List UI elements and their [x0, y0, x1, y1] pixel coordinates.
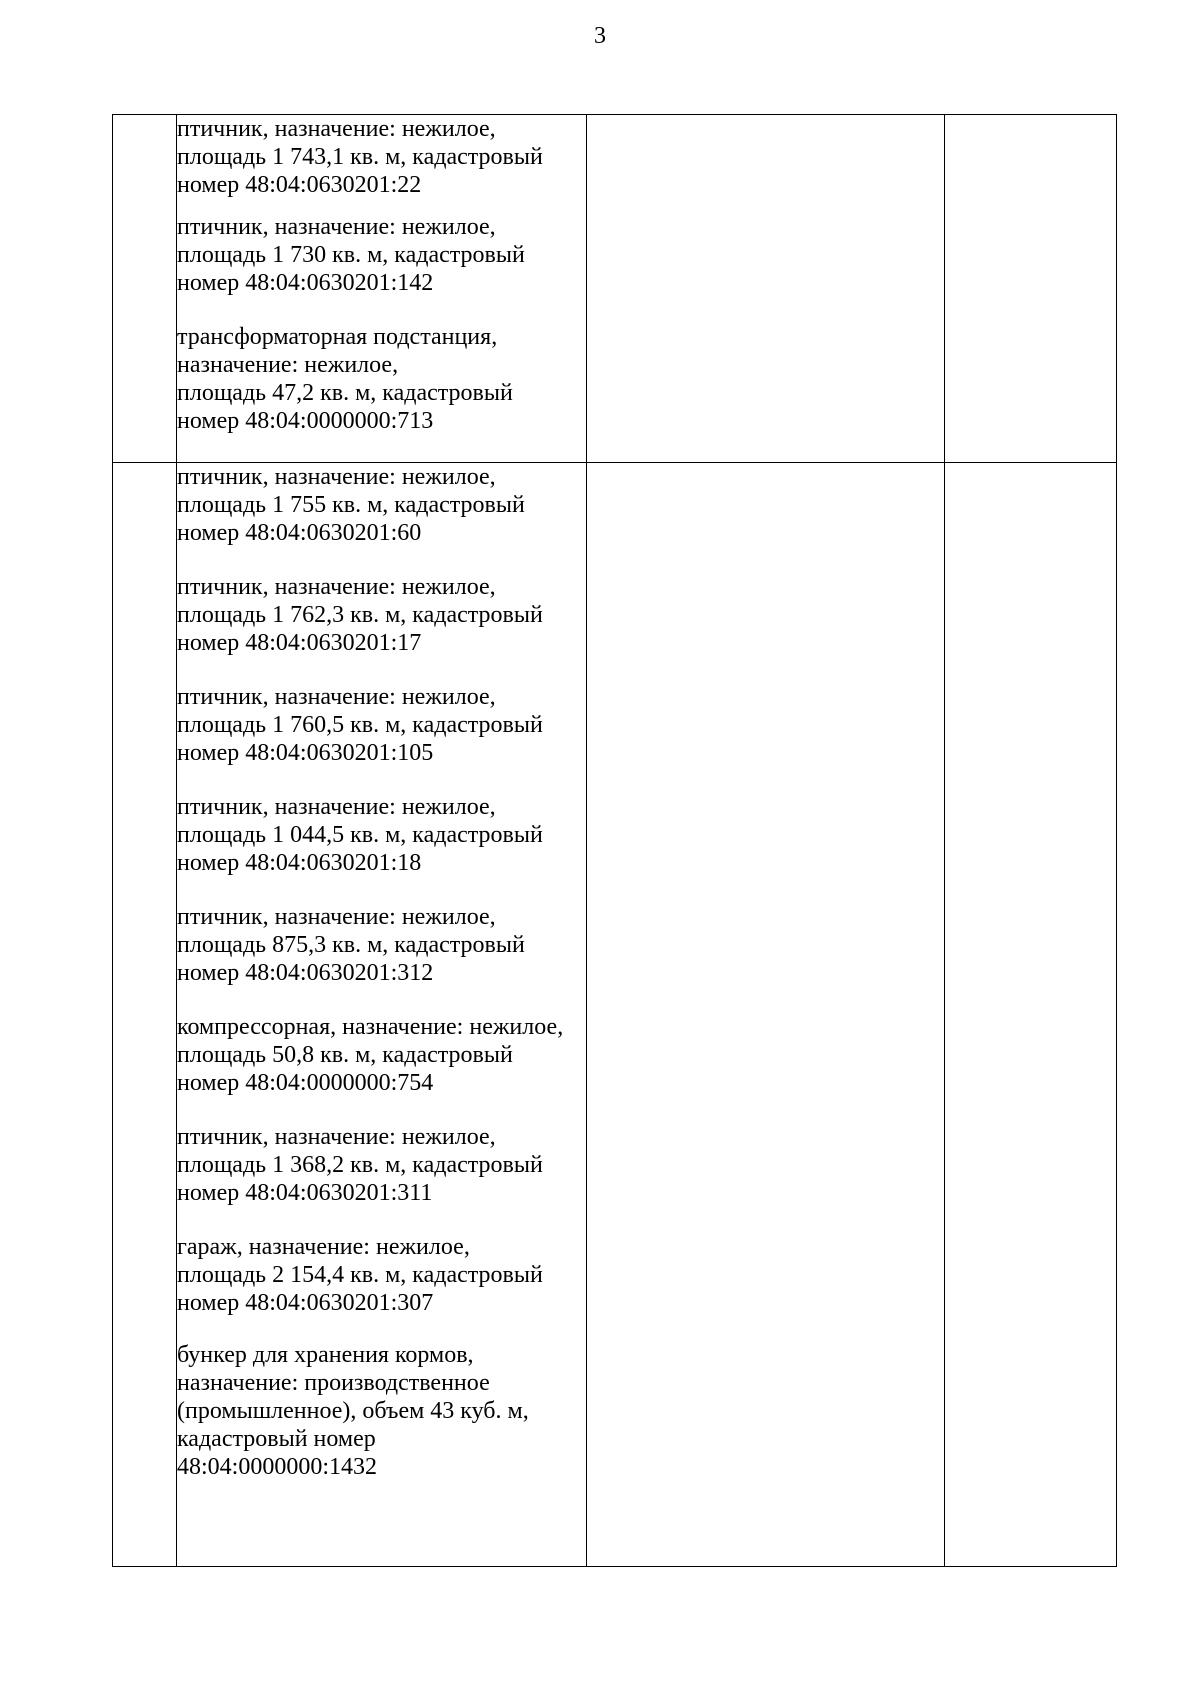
entry-line: площадь 1 755 кв. м, кадастровый	[177, 492, 525, 518]
entry-line: номер 48:04:0630201:312	[177, 960, 434, 986]
entry-line: номер 48:04:0000000:713	[177, 408, 434, 434]
objects-cell	[177, 115, 587, 463]
entry-line: трансформаторная подстанция,	[177, 324, 498, 350]
object-entry	[177, 903, 586, 987]
entry-line: птичник, назначение: нежилое,	[177, 794, 496, 820]
empty-cell	[587, 115, 945, 463]
object-entry	[177, 115, 586, 199]
entry-line: птичник, назначение: нежилое,	[177, 116, 496, 142]
entry-line: номер 48:04:0630201:311	[177, 1180, 433, 1206]
entry-line: площадь 1 368,2 кв. м, кадастровый	[177, 1152, 543, 1178]
entry-line: назначение: нежилое,	[177, 352, 399, 378]
entry-line: площадь 50,8 кв. м, кадастровый	[177, 1042, 513, 1068]
entry-line: бункер для хранения кормов,	[177, 1342, 474, 1368]
entry-line: площадь 1 743,1 кв. м, кадастровый	[177, 144, 543, 170]
object-entry	[177, 573, 586, 657]
entry-line: птичник, назначение: нежилое,	[177, 684, 496, 710]
entry-line: площадь 1 762,3 кв. м, кадастровый	[177, 602, 543, 628]
empty-cell	[945, 115, 1117, 463]
entry-line: номер 48:04:0630201:18	[177, 850, 422, 876]
object-entry	[177, 1013, 586, 1097]
empty-cell	[587, 463, 945, 1567]
object-entry	[177, 323, 586, 435]
entry-line: площадь 47,2 кв. м, кадастровый	[177, 380, 513, 406]
property-table	[112, 114, 1117, 1567]
entry-line: номер 48:04:0630201:60	[177, 520, 422, 546]
entry-line: компрессорная, назначение: нежилое,	[177, 1014, 564, 1040]
object-entry	[177, 1341, 586, 1481]
object-entry	[177, 793, 586, 877]
empty-cell	[945, 463, 1117, 1567]
object-entry	[177, 1123, 586, 1207]
objects-cell	[177, 463, 587, 1567]
entry-line: кадастровый номер	[177, 1426, 376, 1452]
entry-line: 48:04:0000000:1432	[177, 1454, 378, 1480]
number-cell	[113, 115, 177, 463]
entry-line: номер 48:04:0000000:754	[177, 1070, 434, 1096]
entry-line: номер 48:04:0630201:142	[177, 270, 434, 296]
entry-line: назначение: производственное	[177, 1370, 490, 1396]
entry-line: гараж, назначение: нежилое,	[177, 1234, 470, 1260]
entry-line: птичник, назначение: нежилое,	[177, 904, 496, 930]
table-row	[113, 463, 1117, 1567]
entry-line: птичник, назначение: нежилое,	[177, 464, 496, 490]
entry-line: птичник, назначение: нежилое,	[177, 214, 496, 240]
entry-line: номер 48:04:0630201:22	[177, 172, 422, 198]
entry-line: птичник, назначение: нежилое,	[177, 574, 496, 600]
entry-line: площадь 1 044,5 кв. м, кадастровый	[177, 822, 543, 848]
entry-line: площадь 1 730 кв. м, кадастровый	[177, 242, 525, 268]
object-entry	[177, 683, 586, 767]
entry-line: номер 48:04:0630201:307	[177, 1290, 434, 1316]
page-number: 3	[594, 23, 606, 49]
object-entry	[177, 213, 586, 297]
entry-line: площадь 1 760,5 кв. м, кадастровый	[177, 712, 543, 738]
object-entry	[177, 463, 586, 547]
entry-line: номер 48:04:0630201:17	[177, 630, 422, 656]
entry-line: (промышленное), объем 43 куб. м,	[177, 1398, 529, 1424]
object-entry	[177, 1233, 586, 1317]
number-cell	[113, 463, 177, 1567]
table-row	[113, 115, 1117, 463]
entry-line: номер 48:04:0630201:105	[177, 740, 434, 766]
entry-line: площадь 875,3 кв. м, кадастровый	[177, 932, 525, 958]
entry-line: птичник, назначение: нежилое,	[177, 1124, 496, 1150]
entry-line: площадь 2 154,4 кв. м, кадастровый	[177, 1262, 543, 1288]
